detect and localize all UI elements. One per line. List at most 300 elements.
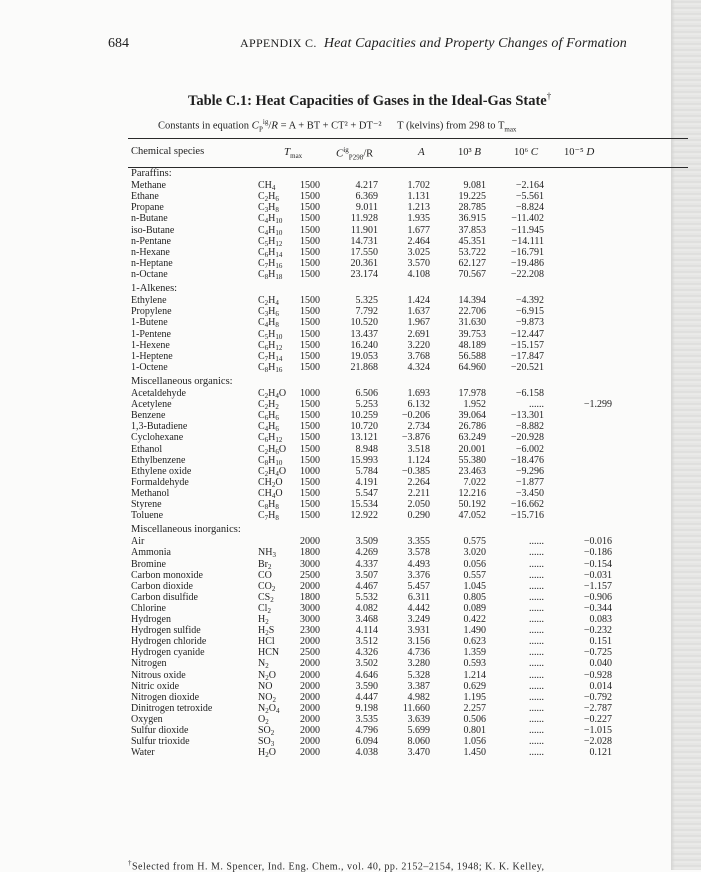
tmax-value: 2000 (300, 580, 320, 592)
b-value: 45.351 (458, 235, 486, 247)
table-row (0, 329, 701, 340)
tmax-value: 3000 (300, 558, 320, 570)
b-value: 1.952 (463, 399, 486, 411)
c-value: −11.945 (511, 224, 544, 236)
b-value: 0.593 (463, 658, 486, 670)
species-name: 1-Hexene (131, 339, 170, 351)
tmax-value: 1500 (300, 432, 320, 444)
c-value: ...... (529, 691, 544, 703)
species-name: Cyclohexane (131, 432, 184, 444)
b-value: 0.089 (463, 602, 486, 614)
running-head-title: Heat Capacities and Property Changes of Formation (323, 36, 627, 51)
cp298-value: 3.502 (355, 658, 378, 670)
table-row (0, 225, 701, 236)
d-value: −0.016 (583, 536, 612, 548)
a-value: 6.132 (407, 399, 430, 411)
d-value: −1.157 (583, 580, 612, 592)
d-value: 0.151 (589, 636, 612, 648)
a-value: 4.736 (407, 647, 430, 659)
cp298-value: 19.053 (350, 350, 378, 362)
a-value: 3.570 (407, 257, 430, 269)
a-value: 2.734 (407, 421, 430, 433)
b-value: 0.056 (463, 558, 486, 570)
c-value: −8.824 (515, 202, 544, 214)
tmax-value: 1500 (300, 399, 320, 411)
cp298-value: 15.534 (350, 499, 378, 510)
b-value: 9.081 (463, 180, 486, 192)
c-value: −15.716 (510, 510, 544, 522)
b-value: 64.960 (458, 361, 486, 373)
species-name: Styrene (131, 499, 162, 510)
table-row (0, 317, 701, 328)
tmax-value: 1000 (300, 388, 320, 400)
species-name: Methane (131, 180, 166, 192)
tmax-value: 1500 (300, 410, 320, 422)
constants-equation: = A + BT + CT² + DT⁻² (280, 120, 382, 132)
species-name: Nitrogen (131, 658, 167, 670)
c-value: −17.847 (510, 350, 544, 362)
formula: $C_7H_{14}$ (258, 350, 283, 363)
formula: $C_8H_8$ (258, 499, 279, 511)
table-row (0, 658, 701, 669)
b-value: 2.257 (463, 702, 486, 714)
cp298-value: 13.437 (350, 328, 378, 340)
species-name: Dinitrogen tetroxide (131, 702, 213, 714)
table-row (0, 432, 701, 443)
species-name: Formaldehyde (131, 476, 189, 488)
formula: $C_6H_{12}$ (258, 339, 283, 352)
species-name: Acetylene (131, 399, 172, 411)
a-value: 1.637 (407, 306, 430, 318)
formula: $C_2H_4O$ (258, 388, 287, 401)
cp298-value: 10.259 (350, 410, 378, 422)
c-value: −20.521 (510, 361, 544, 373)
species-name: Sulfur dioxide (131, 724, 189, 736)
formula: $C_3H_8$ (258, 202, 279, 215)
header-species: Chemical species (131, 146, 205, 157)
species-name: Ethylene oxide (131, 465, 192, 477)
formula: $C_3H_6$ (258, 306, 279, 319)
table-row (0, 236, 701, 247)
species-name: Bromine (131, 558, 166, 570)
formula: $C_6H_6$ (258, 410, 279, 423)
c-value: ...... (529, 636, 544, 648)
c-value: ...... (529, 547, 544, 559)
table-row (0, 570, 701, 581)
b-value: 39.753 (458, 328, 486, 340)
formula: $C_4H_8$ (258, 317, 279, 330)
d-value: 0.014 (589, 680, 612, 692)
a-value: 1.677 (407, 224, 430, 236)
cp298-value: 6.369 (355, 191, 378, 203)
formula: $SO_2$ (258, 724, 275, 737)
b-value: 22.706 (458, 306, 486, 318)
d-value: −0.232 (583, 625, 612, 637)
formula: NO (258, 680, 273, 692)
b-value: 26.786 (458, 421, 486, 433)
tmax-value: 1500 (300, 421, 320, 433)
cp298-value: 4.269 (355, 547, 378, 559)
species-name: 1-Pentene (131, 328, 171, 340)
c-value: ...... (529, 602, 544, 614)
c-value: −16.791 (510, 246, 544, 258)
table-row (0, 191, 701, 202)
c-value: −2.164 (515, 180, 544, 192)
tmax-value: 2000 (300, 713, 320, 725)
table-row (0, 466, 701, 477)
formula: $C_7H_8$ (258, 510, 279, 523)
table-row (0, 736, 701, 747)
a-value: −0.206 (401, 410, 430, 422)
species-name: 1-Heptene (131, 350, 173, 362)
formula: $NH_3$ (258, 547, 276, 560)
d-value: −0.725 (583, 647, 612, 659)
species-name: Water (131, 747, 155, 759)
c-value: −4.392 (515, 295, 544, 307)
d-value: −0.344 (583, 602, 612, 614)
tmax-value: 2500 (300, 569, 320, 581)
formula: $Br_2$ (258, 558, 272, 571)
species-name: n-Hexane (131, 246, 170, 258)
cp298-value: 3.590 (355, 680, 378, 692)
table-row (0, 477, 701, 488)
b-value: 1.450 (463, 747, 486, 759)
table-row (0, 536, 701, 547)
a-value: 4.324 (407, 361, 430, 373)
c-value: −6.158 (515, 388, 544, 400)
c-value: ...... (529, 399, 544, 411)
formula: HCl (258, 636, 275, 648)
formula: $C_4H_{10}$ (258, 213, 283, 226)
b-value: 28.785 (458, 202, 486, 214)
a-value: 1.693 (407, 388, 430, 400)
b-value: 14.394 (458, 295, 486, 307)
species-name: Carbon dioxide (131, 580, 193, 592)
formula: $C_8H_{18}$ (258, 268, 283, 281)
b-value: 7.022 (463, 476, 486, 488)
a-value: 3.768 (407, 350, 430, 362)
a-value: −3.876 (401, 432, 430, 444)
species-name: Sulfur trioxide (131, 736, 190, 748)
b-value: 1.045 (463, 580, 486, 592)
b-value: 0.801 (463, 724, 486, 736)
b-value: 39.064 (458, 410, 486, 422)
tmax-value: 1500 (300, 191, 320, 203)
d-value: −0.031 (583, 569, 612, 581)
cp298-value: 4.114 (355, 625, 378, 637)
formula: $CH_2O$ (258, 476, 283, 489)
b-value: 47.052 (458, 510, 486, 522)
cp298-value: 17.550 (350, 246, 378, 258)
a-value: 5.457 (407, 580, 430, 592)
d-value: 0.040 (589, 658, 612, 670)
table-top-rule (128, 138, 688, 139)
table-row (0, 547, 701, 558)
d-value: −0.154 (583, 558, 612, 570)
title-footnote-mark: † (546, 91, 552, 101)
page-number: 684 (108, 36, 129, 51)
formula: $C_6H_{14}$ (258, 246, 283, 259)
table-row (0, 603, 701, 614)
cp298-value: 5.784 (355, 465, 378, 477)
table-row (0, 681, 701, 692)
running-head (240, 36, 627, 52)
a-value: 3.249 (407, 614, 430, 626)
a-value: 3.156 (407, 636, 430, 648)
table-row (0, 647, 701, 658)
a-value: 3.220 (407, 339, 430, 351)
cp298-value: 20.361 (350, 257, 378, 269)
formula: $N_2O$ (258, 669, 276, 682)
c-value: −13.301 (510, 410, 544, 422)
constants-equation-line: Constants in equation $C_P^{ig}/R = A$ + BT + CT² + DT⁻² T (kelvins) from 298 to $T_{max}$ (158, 118, 517, 134)
cp298-value: 23.174 (350, 268, 378, 280)
cp298-value: 16.240 (350, 339, 378, 351)
b-value: 31.630 (458, 317, 486, 329)
c-value: ...... (529, 724, 544, 736)
c-value: −11.402 (511, 213, 544, 225)
c-value: ...... (529, 591, 544, 603)
a-value: 3.387 (407, 680, 430, 692)
formula: $C_2H_4$ (258, 295, 279, 308)
c-value: ...... (529, 625, 544, 637)
c-value: −5.561 (515, 191, 544, 203)
tmax-value: 2000 (300, 747, 320, 759)
species-name: 1,3-Butadiene (131, 421, 188, 433)
c-value: ...... (529, 647, 544, 659)
formula: $N_2O_4$ (258, 702, 280, 715)
a-value: 2.211 (407, 487, 430, 499)
species-name: Ethylene (131, 295, 167, 307)
a-value: 1.967 (407, 317, 430, 329)
species-name: n-Heptane (131, 257, 173, 269)
species-name: Hydrogen cyanide (131, 647, 205, 659)
formula: $C_6H_{12}$ (258, 432, 283, 445)
c-value: ...... (529, 536, 544, 548)
tmax-value: 2000 (300, 636, 320, 648)
table-row (0, 703, 701, 714)
formula: $C_7H_{16}$ (258, 257, 283, 270)
tmax-value: 1500 (300, 350, 320, 362)
c-value: ...... (529, 680, 544, 692)
header-d: 10⁻⁵ D (564, 146, 595, 158)
cp298-value: 5.547 (355, 487, 378, 499)
tmax-value: 2000 (300, 536, 320, 548)
header-b: 10³ B (458, 146, 482, 158)
a-value: 2.050 (407, 499, 430, 510)
c-value: ...... (529, 558, 544, 570)
cp298-value: 4.038 (355, 747, 378, 759)
formula: $H_2O$ (258, 747, 276, 760)
c-value: −6.002 (515, 443, 544, 455)
table-row (0, 399, 701, 410)
b-value: 50.192 (458, 499, 486, 510)
tmax-value: 1500 (300, 328, 320, 340)
b-value: 62.127 (458, 257, 486, 269)
species-name: Acetaldehyde (131, 388, 186, 400)
d-value: −0.906 (583, 591, 612, 603)
tmax-value: 3000 (300, 614, 320, 626)
tmax-value: 1500 (300, 268, 320, 280)
b-value: 36.915 (458, 213, 486, 225)
running-head-appendix: APPENDIX C. (240, 36, 317, 50)
tmax-value: 2000 (300, 736, 320, 748)
table-row (0, 180, 701, 191)
table-row (0, 421, 701, 432)
species-name: Benzene (131, 410, 166, 422)
cp298-value: 6.506 (355, 388, 378, 400)
table-row (0, 592, 701, 603)
a-value: 11.660 (402, 702, 430, 714)
table-row (0, 306, 701, 317)
c-value: −9.873 (515, 317, 544, 329)
a-value: 3.280 (407, 658, 430, 670)
a-value: 1.424 (407, 295, 430, 307)
c-value: −14.111 (511, 235, 544, 247)
header-tmax: $T_{max}$ (284, 146, 303, 161)
cp298-value: 4.646 (355, 669, 378, 681)
formula: CO (258, 569, 272, 581)
tmax-value: 1500 (300, 306, 320, 318)
species-name: Toluene (131, 510, 164, 522)
a-value: 3.355 (407, 536, 430, 548)
table-row (0, 410, 701, 421)
b-value: 70.567 (458, 268, 486, 280)
b-value: 53.722 (458, 246, 486, 258)
species-name: n-Butane (131, 213, 168, 225)
d-value: −0.227 (583, 713, 612, 725)
table-row (0, 388, 701, 399)
table-title: Table C.1: Heat Capacities of Gases in the Ideal-Gas State† (188, 91, 552, 109)
formula: $C_4H_6$ (258, 421, 279, 434)
formula: $CO_2$ (258, 580, 276, 593)
tmax-value: 1500 (300, 487, 320, 499)
formula: $C_5H_{12}$ (258, 235, 283, 248)
b-value: 3.020 (463, 547, 486, 559)
cp298-value: 10.720 (350, 421, 378, 433)
d-value: −1.015 (583, 724, 612, 736)
d-value: −0.792 (583, 691, 612, 703)
formula: $C_2H_2$ (258, 399, 279, 412)
cp298-value: 21.868 (350, 361, 378, 373)
b-value: 1.195 (463, 691, 486, 703)
a-value: 4.442 (407, 602, 430, 614)
formula: $C_2H_6$ (258, 191, 279, 204)
table-row (0, 747, 701, 758)
tmax-value: 3000 (300, 602, 320, 614)
b-value: 12.216 (458, 487, 486, 499)
a-value: 3.578 (407, 547, 430, 559)
table-row (0, 559, 701, 570)
species-name: Hydrogen sulfide (131, 625, 201, 637)
a-value: 0.290 (407, 510, 430, 522)
c-value: ...... (529, 736, 544, 748)
b-value: 1.056 (463, 736, 486, 748)
c-value: −20.928 (510, 432, 544, 444)
group-heading: Miscellaneous organics: (131, 375, 233, 387)
species-name: Hydrogen (131, 614, 171, 626)
cp298-value: 4.326 (355, 647, 378, 659)
formula: HCN (258, 647, 280, 659)
a-value: 8.060 (407, 736, 430, 748)
cp298-value: 11.928 (350, 213, 378, 225)
species-name: n-Pentane (131, 235, 171, 247)
formula: $CH_4O$ (258, 487, 283, 500)
d-value: −0.186 (583, 547, 612, 559)
tmax-value: 1800 (300, 547, 320, 559)
a-value: 2.464 (407, 235, 430, 247)
group-heading: 1-Alkenes: (131, 283, 178, 295)
tmax-value: 2000 (300, 691, 320, 703)
species-name: Propane (131, 202, 164, 214)
species-name: Ethylbenzene (131, 454, 186, 466)
species-name: 1-Butene (131, 317, 168, 329)
a-value: 1.213 (407, 202, 430, 214)
species-name: Nitrous oxide (131, 669, 186, 681)
formula: $SO_3$ (258, 736, 275, 749)
cp298-value: 13.121 (350, 432, 378, 444)
table-row (0, 581, 701, 592)
c-value: −3.450 (515, 487, 544, 499)
species-name: Methanol (131, 487, 170, 499)
b-value: 0.422 (463, 614, 486, 626)
formula: $C_2H_4O$ (258, 465, 287, 478)
c-value: −22.208 (510, 268, 544, 280)
tmax-value: 1500 (300, 476, 320, 488)
table-row (0, 444, 701, 455)
formula: $CS_2$ (258, 591, 274, 604)
table-row (0, 351, 701, 362)
species-name: Oxygen (131, 713, 163, 725)
c-value: −18.476 (510, 454, 544, 466)
cp298-value: 4.447 (355, 691, 378, 703)
b-value: 1.359 (463, 647, 486, 659)
cp298-value: 15.993 (350, 454, 378, 466)
c-value: ...... (529, 614, 544, 626)
tmax-value: 2300 (300, 625, 320, 637)
formula: $N_2$ (258, 658, 269, 671)
group-heading: Miscellaneous inorganics: (131, 524, 241, 536)
a-value: 5.699 (407, 724, 430, 736)
d-value: −0.928 (583, 669, 612, 681)
species-name: 1-Octene (131, 361, 168, 373)
cp298-value: 3.512 (355, 636, 378, 648)
c-value: ...... (529, 658, 544, 670)
a-value: 3.518 (407, 443, 430, 455)
c-value: ...... (529, 713, 544, 725)
species-name: Nitric oxide (131, 680, 180, 692)
formula: $CH_4$ (258, 180, 276, 193)
a-value: 3.470 (407, 747, 430, 759)
a-value: 6.311 (407, 591, 430, 603)
table-row (0, 202, 701, 213)
species-name: Chlorine (131, 602, 166, 614)
table-row (0, 636, 701, 647)
b-value: 56.588 (458, 350, 486, 362)
cp298-value: 14.731 (350, 235, 378, 247)
c-value: ...... (529, 669, 544, 681)
footnote: †Selected from H. M. Spencer, Ind. Eng. Chem., vol. 40, pp. 2152–2154, 1948; K. K. Kelley, (128, 859, 545, 872)
d-value: −1.299 (583, 399, 612, 411)
tmax-value: 2000 (300, 669, 320, 681)
b-value: 0.623 (463, 636, 486, 648)
c-value: ...... (529, 747, 544, 759)
c-value: −1.877 (515, 476, 544, 488)
table-row (0, 510, 701, 521)
cp298-value: 5.532 (355, 591, 378, 603)
table-row (0, 614, 701, 625)
c-value: ...... (529, 580, 544, 592)
